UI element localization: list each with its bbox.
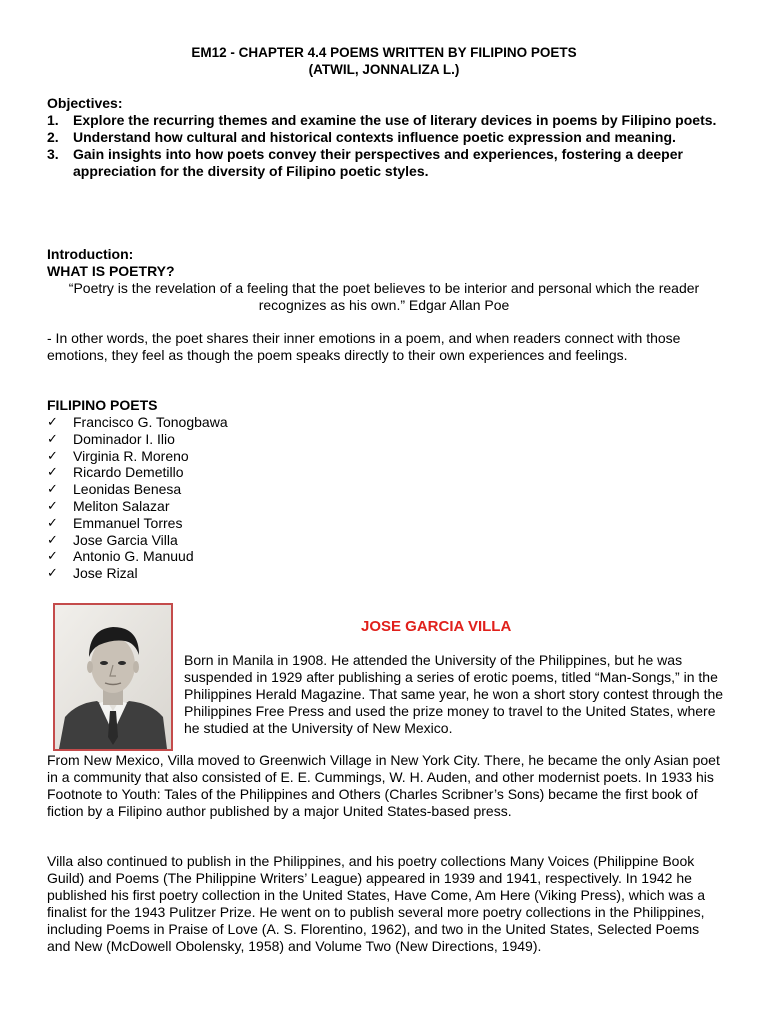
list-item [47,532,228,549]
objective-number: 2. [47,129,59,145]
checkmark-icon: ✓ [47,514,58,530]
poet-name: Meliton Salazar [73,497,170,514]
profile-bio-paragraph-2: From New Mexico, Villa moved to Greenwich Village in New York City. There, he became the only Asian poet in a community that also consisted of E. E. Cummings, W. H. Auden, and other modernist poets. In 1933 his Footnote to Youth: Tales of the Philippines and Others (Charles Scribner’s Sons) became the first book of fiction by a Filipino author published by a major United States-based press. [47,752,720,819]
poet-name: Virginia R. Moreno [73,447,189,464]
objective-text: Explore the recurring themes and examine the use of literary devices in poems by Filipino poets. [73,112,717,128]
author-line: (ATWIL, JONNALIZA L.) [308,62,460,77]
checkmark-icon: ✓ [47,497,58,513]
objective-number: 3. [47,146,59,162]
objective-text: Gain insights into how poets convey their perspectives and experiences, fostering a deeper appreciation for the diversity of Filipino poetic styles. [73,146,683,179]
objective-item [47,146,727,180]
profile-bio-paragraph-3: Villa also continued to publish in the Philippines, and his poetry collections Many Voices (Philippine Book Guild) and Poems (The Philippine Writers’ League) appeared in 1939 and 1941, respectively. In 1942 he published his first poetry collection in the United States, Have Come, Am Here (Viking Press), which was a finalist for the 1943 Pulitzer Prize. He went on to publish several more poetry collections in the Philippines, including Poems in Praise of Love (A. S. Florentino, 1962), and two in the United States, Selected Poems and New (McDowell Obolensky, 1958) and Volume Two (New Directions, 1949). [47,853,706,954]
checkmark-icon: ✓ [47,414,58,429]
poetry-quote: “Poetry is the revelation of a feeling that the poet believes to be interior and personal which the reader recognizes as his own.” Edgar Allan Poe [68,280,700,313]
checkmark-icon: ✓ [47,531,58,547]
checkmark-icon: ✓ [47,481,58,497]
objective-text: Understand how cultural and historical contexts influence poetic expression and meaning. [73,129,676,145]
document-title: EM12 - CHAPTER 4.4 POEMS WRITTEN BY FILIPINO POETS [191,45,577,60]
objectives-heading: Objectives: [47,95,123,111]
poet-name: Leonidas Benesa [73,481,182,498]
objective-item [47,112,727,129]
objectives-list [47,112,727,180]
checkmark-icon: ✓ [47,548,58,564]
checkmark-icon: ✓ [47,464,58,480]
introduction-explanation: - In other words, the poet shares their inner emotions in a poem, and when readers connect with those emotions, they feel as though the poem speaks directly to their own experiences and feelings. [47,330,681,363]
list-item [47,448,228,465]
profile-bio-intro: Born in Manila in 1908. He attended the University of the Philippines, but he was suspended in 1929 after publishing a series of erotic poems, titled “Man-Songs,” in the Philippines Herald Magazine. That same year, he won a short story contest through the Philippines Free Press and used the prize money to travel to the United States, where he studied at the University of New Mexico. [184,652,724,736]
profile-name: JOSE GARCIA VILLA [361,618,512,635]
checkmark-icon: ✓ [47,565,58,581]
list-item [47,464,228,481]
poet-name: Ricardo Demetillo [73,464,184,481]
portrait-photo [53,603,173,751]
poet-name: Jose Garcia Villa [73,531,178,548]
checkmark-icon: ✓ [47,447,58,463]
objective-number: 1. [47,112,59,128]
checkmark-icon: ✓ [47,430,58,446]
list-item [47,431,228,448]
list-item [47,481,228,498]
what-is-poetry-heading: WHAT IS POETRY? [47,263,175,279]
list-item [47,498,228,515]
poet-name: Emmanuel Torres [73,514,183,531]
objective-item [47,129,727,146]
poet-name: Antonio G. Manuud [73,548,194,565]
list-item [47,548,228,565]
poet-name: Dominador I. Ilio [73,430,175,447]
poet-name: Jose Rizal [73,565,138,582]
list-item [47,515,228,532]
poets-list [47,414,228,582]
introduction-heading: Introduction: [47,246,134,262]
filipino-poets-heading: FILIPINO POETS [47,397,158,413]
poet-name: Francisco G. Tonogbawa [73,414,228,430]
list-item [47,565,228,582]
list-item [47,414,228,431]
portrait-illustration [55,605,171,749]
